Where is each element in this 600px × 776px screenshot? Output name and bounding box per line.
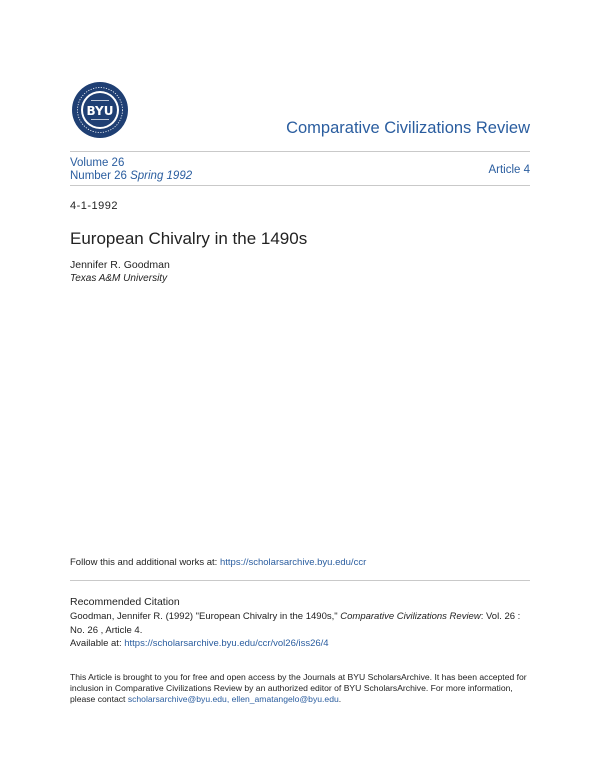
recommended-citation-heading: Recommended Citation xyxy=(70,596,180,608)
article-title: European Chivalry in the 1490s xyxy=(70,229,308,248)
available-label: Available at: xyxy=(70,638,125,649)
citation-url-link[interactable]: https://scholarsarchive.byu.edu/ccr/vol26/iss26/4 xyxy=(124,638,329,649)
season-text[interactable]: Spring 1992 xyxy=(130,169,193,182)
byu-seal-logo xyxy=(71,81,129,139)
author-name: Jennifer R. Goodman xyxy=(70,259,170,271)
volume-link[interactable]: Volume 26 xyxy=(70,157,125,169)
citation-text xyxy=(70,610,532,651)
citation-part2: : Vol. 26 : No. 26 , Article 4. xyxy=(70,611,521,636)
number-line[interactable] xyxy=(70,170,192,183)
publication-date: 4-1-1992 xyxy=(70,200,119,212)
contact-emails-link[interactable]: scholarsarchive@byu.edu, ellen_amatangelo@byu.edu xyxy=(127,694,339,705)
citation-journal: Comparative Civilizations Review xyxy=(340,611,481,622)
citation-part1: Goodman, Jennifer R. (1992) "European Chivalry in the 1490s," xyxy=(70,611,341,622)
seal-text: BYU xyxy=(86,104,114,118)
notice-end: . xyxy=(338,694,342,705)
follow-line xyxy=(70,557,366,568)
access-notice xyxy=(70,672,532,706)
divider xyxy=(70,580,530,581)
number-text[interactable]: Number 26 xyxy=(70,169,127,182)
notice-text: This Article is brought to you for free and open access by the Journals at BYU ScholarsArchive. It has been accepted for inclusion in Comparative Civilizations Review by an authorized editor of BYU ScholarsArchive. For more information, please contact xyxy=(70,672,527,705)
follow-url-link[interactable]: https://scholarsarchive.byu.edu/ccr xyxy=(219,557,367,568)
divider xyxy=(70,185,530,186)
divider xyxy=(70,151,530,152)
article-number-link[interactable]: Article 4 xyxy=(488,164,530,176)
follow-text: Follow this and additional works at: xyxy=(70,557,220,568)
issue-info[interactable] xyxy=(70,157,192,182)
journal-title-link[interactable]: Comparative Civilizations Review xyxy=(286,119,530,137)
author-affiliation: Texas A&M University xyxy=(70,273,168,284)
